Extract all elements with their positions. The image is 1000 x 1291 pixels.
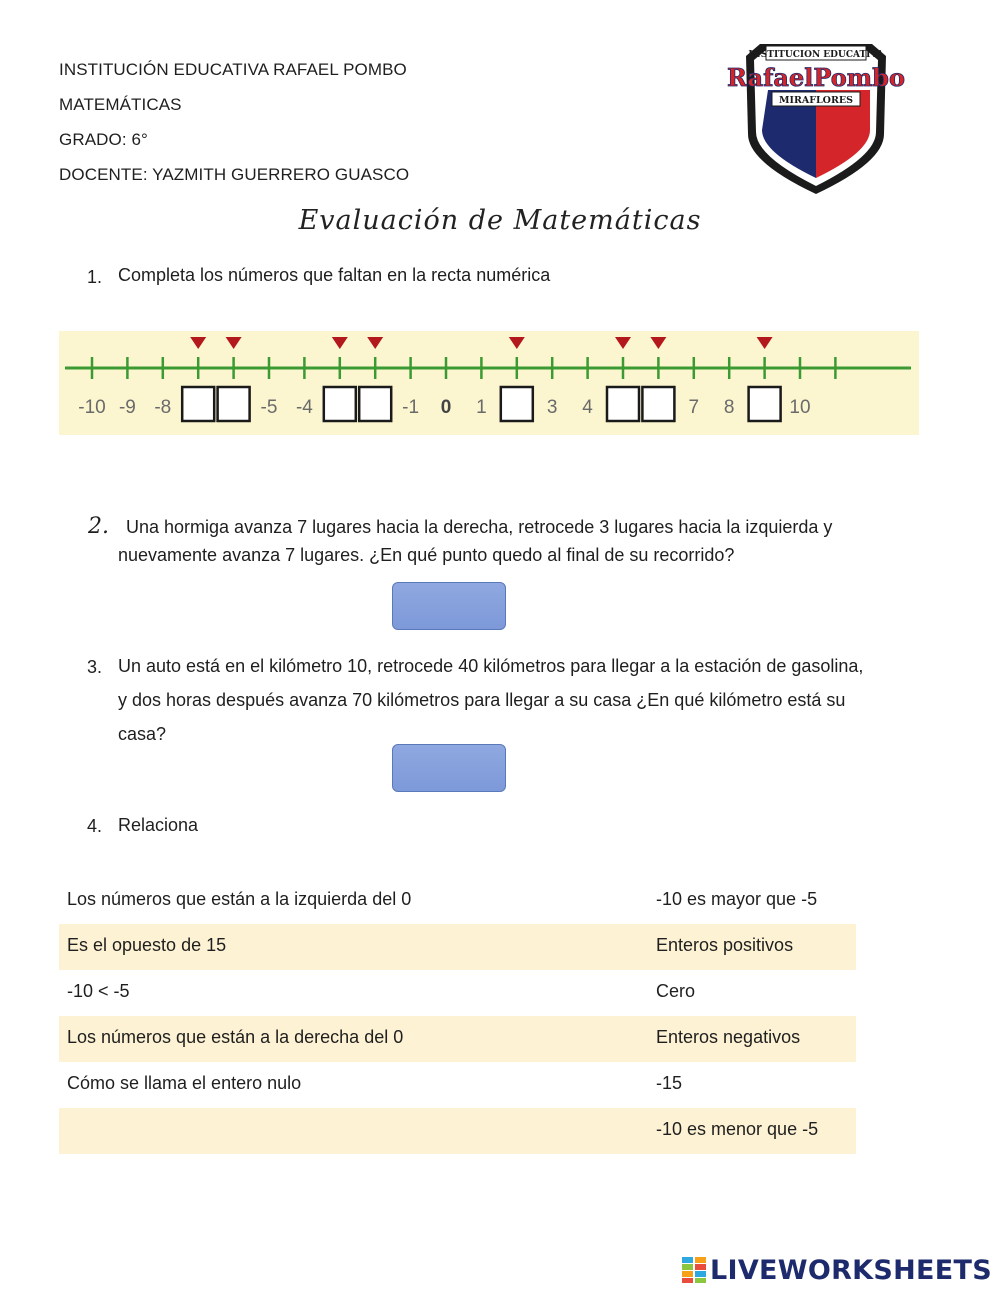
number-line-blank-input[interactable]: [182, 387, 214, 421]
relaciona-left-item[interactable]: Es el opuesto de 15: [67, 935, 227, 955]
relaciona-right-item[interactable]: -15: [656, 1073, 683, 1093]
blank-marker: [190, 337, 206, 349]
number-line-label: 0: [440, 397, 452, 418]
liveworksheets-logo-icon: [682, 1257, 706, 1283]
blank-marker: [615, 337, 631, 349]
number-line: [59, 331, 919, 435]
number-line-label: -10: [78, 397, 106, 418]
number-line-blank-input[interactable]: [607, 387, 639, 421]
relaciona-row: [59, 1062, 856, 1108]
number-line-label: -4: [295, 397, 313, 418]
page-title: Evaluación de Matemáticas: [298, 205, 702, 236]
q3-answer-input[interactable]: [392, 744, 506, 792]
q1-text: Completa los números que faltan en la recta numérica: [118, 265, 551, 285]
number-line-graphic: [59, 331, 919, 435]
number-line-blank-input[interactable]: [324, 387, 356, 421]
blank-marker: [650, 337, 666, 349]
logo-bottom-text: MIRAFLORES: [779, 95, 853, 106]
relaciona-left-item[interactable]: Cómo se llama el entero nulo: [67, 1073, 302, 1093]
relaciona-right-item[interactable]: Enteros negativos: [656, 1027, 801, 1047]
blank-marker: [332, 337, 348, 349]
relaciona-right-item[interactable]: Enteros positivos: [656, 935, 794, 955]
number-line-blank-input[interactable]: [749, 387, 781, 421]
blank-marker: [367, 337, 383, 349]
relaciona-left-item[interactable]: -10 < -5: [67, 981, 130, 1001]
number-line-label: -5: [260, 397, 278, 418]
relaciona-left-item[interactable]: Los números que están a la izquierda del 0: [67, 889, 412, 909]
number-line-blank-input[interactable]: [501, 387, 533, 421]
logo-top-text: INSTITUCION EDUCATIVA: [748, 50, 884, 60]
relaciona-row: [59, 970, 856, 1016]
logo-name: RafaelPombo: [727, 63, 905, 92]
relaciona-row: [59, 1016, 856, 1062]
q3-text-line1: Un auto está en el kilómetro 10, retrocede 40 kilómetros para llegar a la estación de gasolina,: [118, 656, 864, 676]
number-line-label: 7: [688, 397, 700, 418]
q3-text-line3: casa?: [118, 724, 167, 744]
grade-label: GRADO: 6°: [59, 130, 148, 149]
number-line-label: 4: [582, 397, 593, 418]
q3-text-line2: y dos horas después avanza 70 kilómetros para llegar a su casa ¿En qué kilómetro está su: [118, 690, 846, 710]
number-line-label: -1: [402, 397, 420, 418]
number-line-label: 10: [789, 397, 811, 418]
relaciona-right-item[interactable]: Cero: [656, 981, 696, 1001]
relaciona-row: [59, 1108, 856, 1154]
q4-number: 4.: [87, 816, 103, 836]
blank-marker: [226, 337, 242, 349]
q2-text: Una hormiga avanza 7 lugares hacia la derecha, retrocede 3 lugares hacia la izquierda y nuevamente avanza 7 lugares. ¿En qué punto quedo al final de su recorrido?: [118, 517, 833, 565]
liveworksheets-text: LIVEWORKSHEETS: [709, 1254, 992, 1286]
number-line-blank-input[interactable]: [359, 387, 391, 421]
number-line-label: 8: [723, 397, 735, 418]
relaciona-right-item[interactable]: -10 es mayor que -5: [656, 889, 818, 909]
q2-answer-input[interactable]: [392, 582, 506, 630]
relaciona-row: [59, 924, 856, 970]
q3-number: 3.: [87, 657, 103, 677]
subject-name: MATEMÁTICAS: [59, 95, 182, 114]
relaciona-right-item[interactable]: -10 es menor que -5: [656, 1119, 819, 1139]
number-line-label: 1: [476, 397, 487, 418]
institution-name: INSTITUCIÓN EDUCATIVA RAFAEL POMBO: [59, 60, 407, 79]
blank-marker: [509, 337, 525, 349]
liveworksheets-brand[interactable]: [682, 1253, 992, 1287]
number-line-blank-input[interactable]: [642, 387, 674, 421]
number-line-label: 3: [546, 397, 558, 418]
q4-text: Relaciona: [118, 815, 199, 835]
school-logo: [727, 38, 905, 198]
blank-marker: [757, 337, 773, 349]
q1-number: 1.: [87, 267, 103, 287]
number-line-blank-input[interactable]: [218, 387, 250, 421]
teacher-name: DOCENTE: YAZMITH GUERRERO GUASCO: [59, 165, 410, 184]
number-line-label: -9: [118, 397, 136, 418]
number-line-label: -8: [154, 397, 172, 418]
relaciona-row: [59, 878, 856, 924]
q2-number: 2.: [88, 514, 109, 539]
relaciona-left-item[interactable]: Los números que están a la derecha del 0: [67, 1027, 404, 1047]
